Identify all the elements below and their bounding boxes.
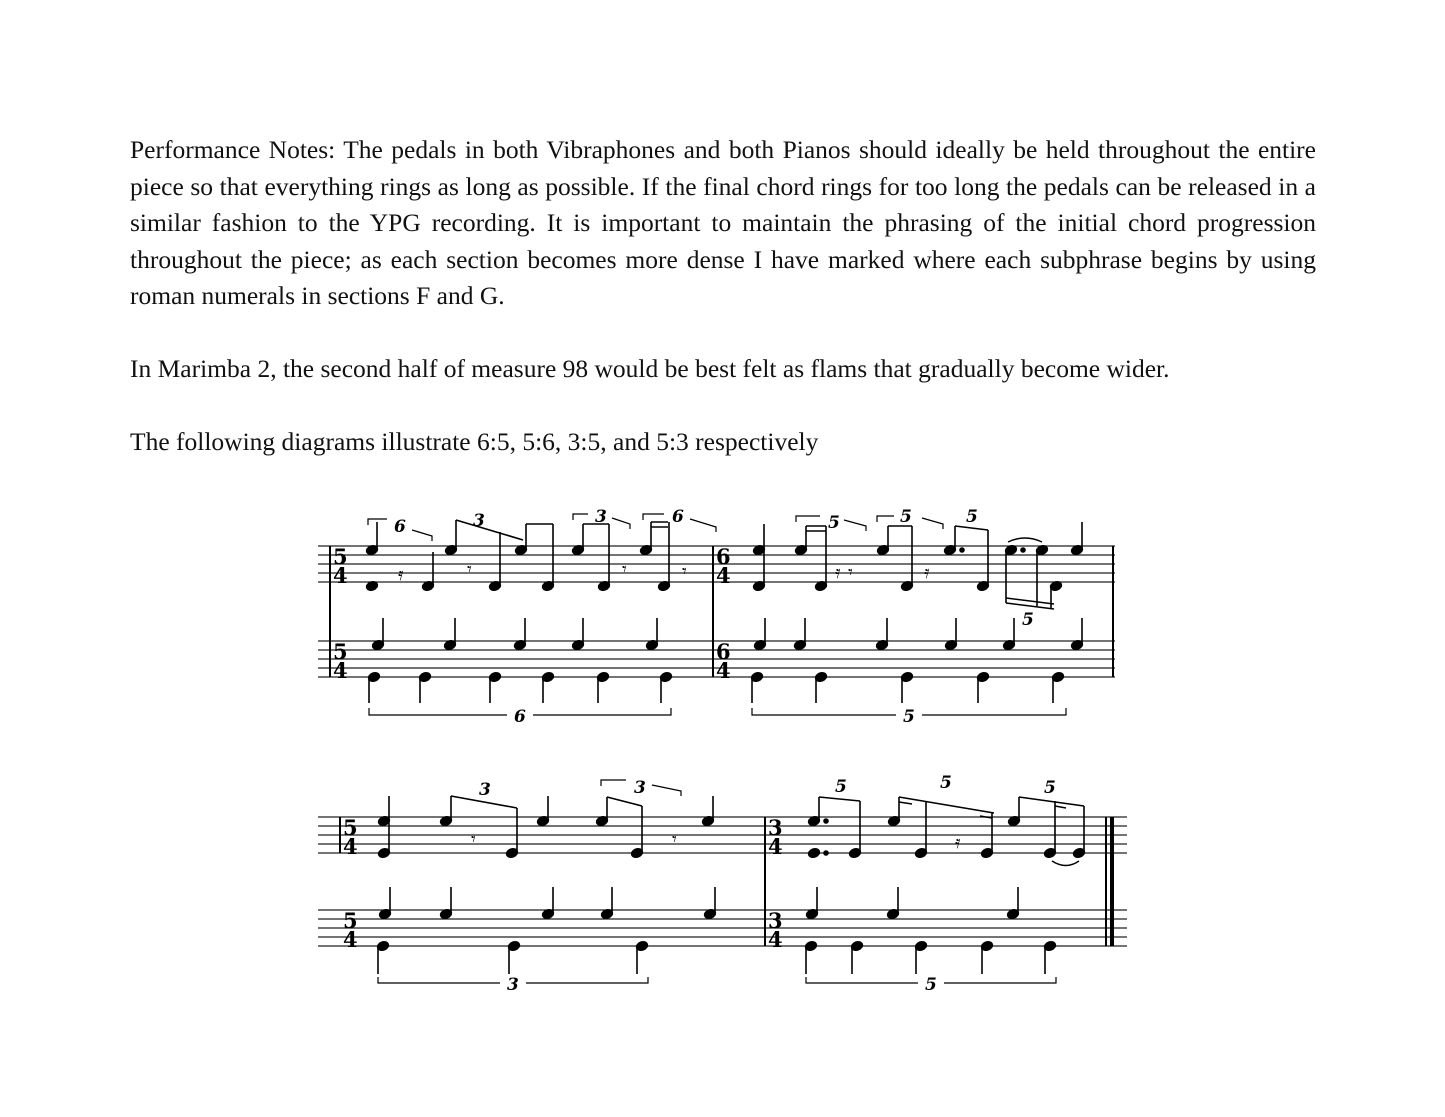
system-2 xyxy=(318,773,1127,995)
system-1 xyxy=(318,507,1115,727)
svg-text:𝄾: 𝄾 xyxy=(622,559,627,580)
svg-text:𝄾: 𝄾 xyxy=(471,829,476,850)
time-sig-1-den: 4 xyxy=(333,563,348,588)
tuplet-label: 3 xyxy=(507,975,519,995)
svg-text:𝄿: 𝄿 xyxy=(955,832,961,853)
time-sig-3-num: 5 xyxy=(343,815,358,840)
svg-text:𝄿: 𝄿 xyxy=(924,562,930,583)
time-sig-3b-den: 4 xyxy=(343,927,358,952)
tuplet-label: 3 xyxy=(634,778,646,798)
time-sig-4b-den: 4 xyxy=(768,927,783,952)
tuplet-label: 5 xyxy=(966,507,978,527)
time-sig-1b-den: 4 xyxy=(333,658,348,683)
tuplet-label: 5 xyxy=(903,707,915,727)
tuplet-label: 3 xyxy=(595,507,607,527)
svg-text:𝄿: 𝄿 xyxy=(835,562,841,583)
performance-notes-paragraph: Performance Notes: The pedals in both Vibraphones and both Pianos should ideally be held throughout the entire piece so that everything rings as long as possible. If the final chord rings for too long the pedals can be released in a similar fashion to the YPG recording. It is important to maintain the phrasing of the initial chord progression throughout the piece; as each section becomes more dense I have marked where each subphrase begins by using roman numerals in sections F and G. xyxy=(130,135,1316,311)
time-sig-4-num: 3 xyxy=(768,815,783,840)
tuplet-label: 3 xyxy=(479,780,491,800)
time-sig-1-num: 5 xyxy=(333,544,348,569)
time-sig-4b-num: 3 xyxy=(768,908,783,933)
time-sig-2b-den: 4 xyxy=(716,658,731,683)
svg-text:𝄿: 𝄿 xyxy=(398,564,404,585)
time-sig-3-den: 4 xyxy=(343,834,358,859)
time-sig-2-den: 4 xyxy=(716,563,731,588)
diagram-intro-paragraph: The following diagrams illustrate 6:5, 5:6, 3:5, and 5:3 respectively xyxy=(130,427,819,456)
time-sig-4-den: 4 xyxy=(768,834,783,859)
tuplet-label: 5 xyxy=(900,507,912,527)
tuplet-label: 5 xyxy=(925,975,937,995)
svg-text:𝄾: 𝄾 xyxy=(848,562,853,583)
tuplet-label: 6 xyxy=(514,707,526,727)
tuplet-label: 5 xyxy=(828,513,840,533)
tuplet-label: 5 xyxy=(835,777,847,797)
tuplet-label: 5 xyxy=(1022,610,1034,630)
tuplet-label: 6 xyxy=(394,517,406,537)
time-sig-2-num: 6 xyxy=(716,544,731,569)
svg-text:𝄾: 𝄾 xyxy=(682,561,687,582)
marimba-note-paragraph: In Marimba 2, the second half of measure 98 would be best felt as flams that gradually become wider. xyxy=(130,354,1170,383)
svg-text:𝄾: 𝄾 xyxy=(672,829,677,850)
svg-text:𝄾: 𝄾 xyxy=(467,559,472,580)
tuplet-label: 5 xyxy=(1044,778,1056,798)
time-sig-3b-num: 5 xyxy=(343,908,358,933)
tuplet-label: 3 xyxy=(473,511,485,531)
time-sig-1b-num: 5 xyxy=(333,639,348,664)
time-sig-2b-num: 6 xyxy=(716,639,731,664)
tuplet-label: 5 xyxy=(940,773,952,793)
tuplet-label: 6 xyxy=(672,507,684,527)
